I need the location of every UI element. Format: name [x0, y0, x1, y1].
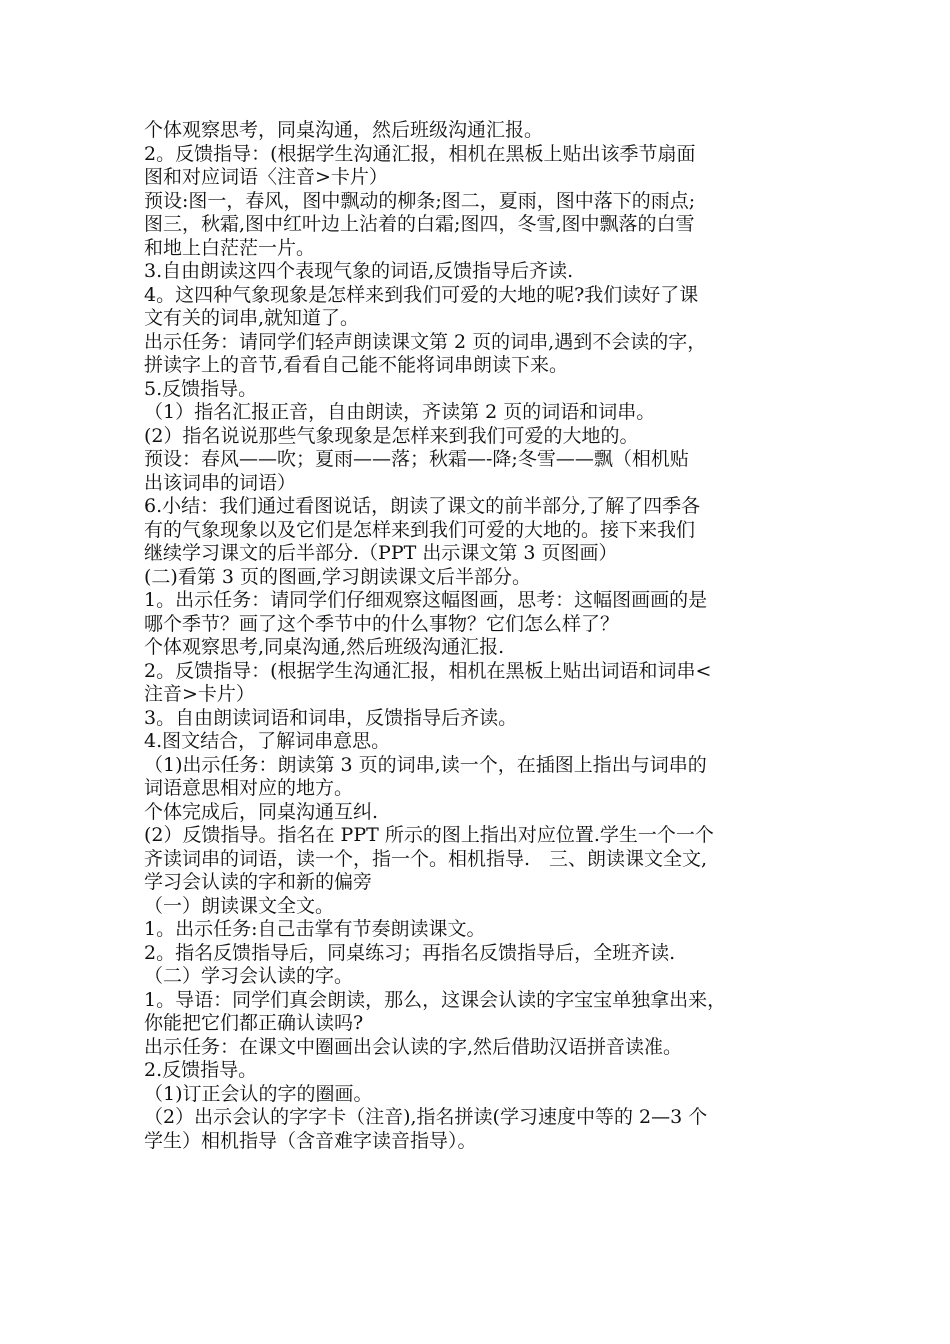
text-line: 学习会认读的字和新的偏旁 — [144, 871, 373, 893]
text-line: （二）学习会认读的字。 — [144, 965, 354, 987]
text-line: 4。这四种气象现象是怎样来到我们可爱的大地的呢?我们读好了课 — [144, 283, 699, 306]
text-line: 个体完成后，同桌沟通互纠. — [144, 800, 379, 823]
text-line: 学生）相机指导（含音难字读音指导）。 — [144, 1129, 477, 1152]
text-line: 5.反馈指导。 — [144, 377, 258, 400]
text-line: 图三，秋霜,图中红叶边上沾着的白霜;图四，冬雪,图中飘落的白雪 — [144, 213, 695, 235]
text-line: 3.自由朗读这四个表现气象的词语,反馈指导后齐读. — [144, 260, 574, 282]
text-line: 图和对应词语〈注音>卡片） — [144, 166, 388, 188]
text-line: 2.反馈指导。 — [144, 1059, 258, 1081]
text-line: （1)出示任务：朗读第 3 页的词串,读一个，在插图上指出与词串的 — [144, 753, 707, 776]
text-line: (2）反馈指导。指名在 PPT 所示的图上指出对应位置.学生一个一个 — [144, 824, 714, 846]
text-line: （1）指名汇报正音，自由朗读，齐读第 2 页的词语和词串。 — [144, 401, 656, 423]
text-line: 注音>卡片） — [144, 683, 255, 705]
text-line: （一）朗读课文全文。 — [144, 894, 335, 917]
text-line: (二)看第 3 页的图画,学习朗读课文后半部分。 — [144, 565, 532, 588]
text-line: 出示任务：请同学们轻声朗读课文第 2 页的词串,遇到不会读的字， — [144, 330, 707, 353]
text-line: 文有关的词串,就知道了。 — [144, 307, 360, 329]
text-line: (2）指名说说那些气象现象是怎样来到我们可爱的大地的。 — [144, 424, 639, 447]
text-line: 2。反馈指导：(根据学生沟通汇报，相机在黑板上贴出词语和词串< — [144, 659, 712, 682]
text-line: 预设:图一，春风，图中飘动的柳条;图二，夏雨，图中落下的雨点; — [144, 189, 696, 212]
text-line: 齐读词串的词语，读一个，指一个。相机指导. 三、朗读课文全文, — [144, 847, 708, 870]
text-line: 4.图文结合，了解词串意思。 — [144, 730, 391, 752]
text-line: 个体观察思考，同桌沟通，然后班级沟通汇报。 — [144, 119, 544, 141]
text-line: 你能把它们都正确认读吗? — [144, 1012, 364, 1034]
text-line: 3。自由朗读词语和词串，反馈指导后齐读。 — [144, 706, 518, 729]
text-line: 个体观察思考,同桌沟通,然后班级沟通汇报. — [144, 636, 505, 658]
text-line: 词语意思相对应的地方。 — [144, 777, 354, 799]
text-line: 出示任务：在课文中圈画出会认读的字,然后借助汉语拼音读准。 — [144, 1035, 683, 1058]
text-line: 有的气象现象以及它们是怎样来到我们可爱的大地的。接下来我们 — [144, 518, 696, 541]
text-line: 哪个季节？画了这个季节中的什么事物？它们怎么样了？ — [144, 612, 620, 635]
text-line: 和地上白茫茫一片。 — [144, 236, 316, 259]
text-line: 继续学习课文的后半部分.（PPT 出示课文第 3 页图画） — [144, 542, 618, 564]
text-line: 1。出示任务:自己击掌有节奏朗读课文。 — [144, 918, 486, 940]
text-line: 拼读字上的音节,看看自己能不能将词串朗读下来。 — [144, 354, 569, 376]
text-line: 出该词串的词语） — [144, 471, 297, 494]
text-line: 预设：春风——吹；夏雨——落；秋霜—-降;冬雪——飘（相机贴 — [144, 448, 689, 470]
document-body — [144, 119, 824, 1153]
text-line: 2。反馈指导：(根据学生沟通汇报，相机在黑板上贴出该季节扇面 — [144, 142, 696, 165]
text-line: 6.小结：我们通过看图说话，朗读了课文的前半部分,了解了四季各 — [144, 495, 701, 517]
text-line: 2。指名反馈指导后，同桌练习；再指名反馈指导后，全班齐读. — [144, 941, 676, 964]
text-line: 1。导语：同学们真会朗读，那么，这课会认读的字宝宝单独拿出来， — [144, 988, 727, 1011]
text-line: （2）出示会认的字字卡（注音),指名拼读(学习速度中等的 2—3 个 — [144, 1106, 708, 1128]
text-line: （1)订正会认的字的圈画。 — [144, 1082, 373, 1105]
text-line: 1。出示任务：请同学们仔细观察这幅图画，思考：这幅图画画的是 — [144, 589, 708, 611]
